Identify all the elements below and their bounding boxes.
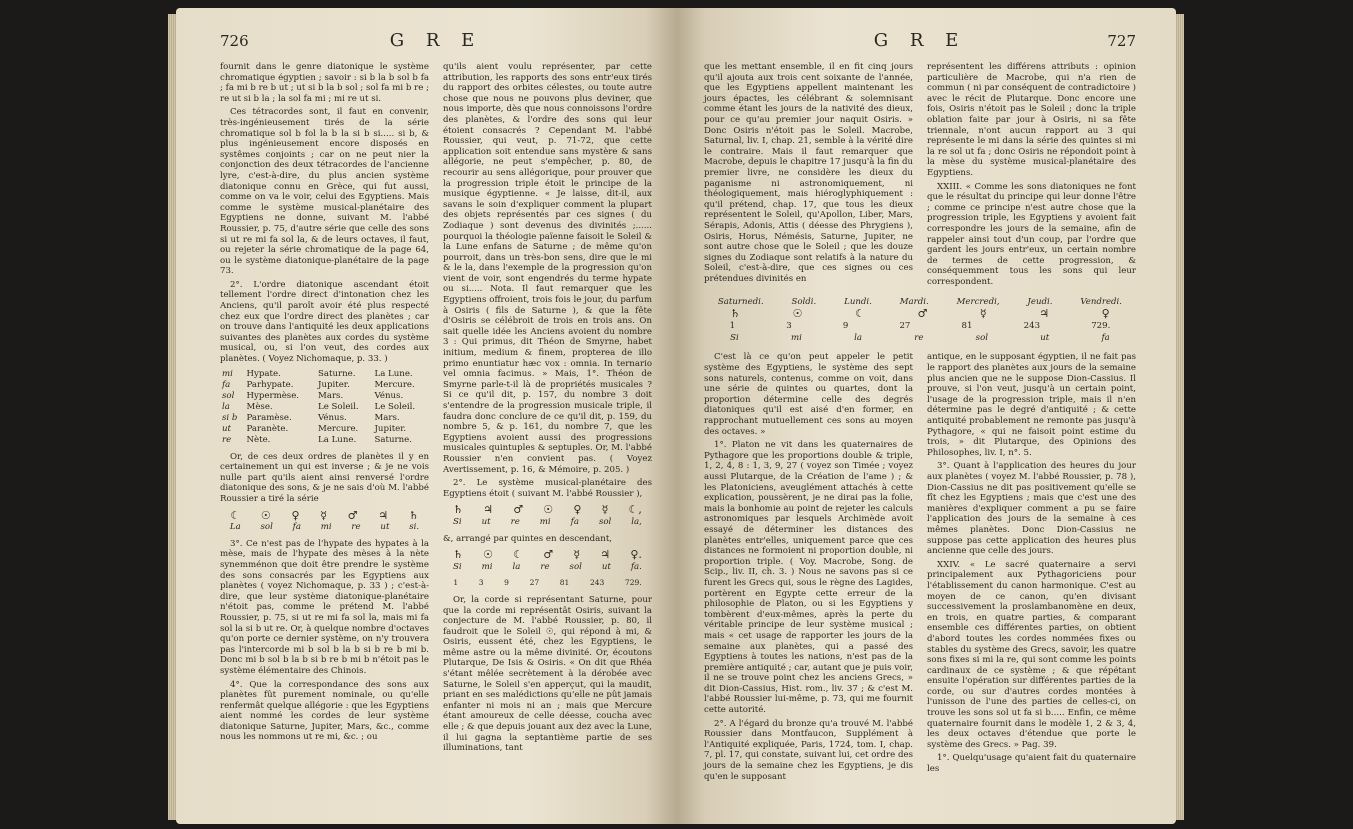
right-column-1-top [704,62,913,290]
note-label: re [510,516,520,527]
right-column-2-top [927,62,1136,290]
ratio-number: 1 [729,321,736,332]
planet-table-cell: Mercure. [374,379,415,390]
planet-symbol-row [220,508,429,522]
planet-table-row [220,413,429,424]
ratio-number: 81 [559,578,570,588]
open-book [176,8,1176,824]
planet-table [220,369,429,446]
note-label: ut [1040,333,1050,344]
planet-symbol: ♀. [630,548,642,562]
paragraph: XXIV. « Le sacré quaternaire a servi principalement aux Pythagoriciens pour l'établissement du canon harmonique. C'est au moyen de ce canon, qu'en divisant successivement la proslambanomène en deux, en trois, en quatre parties, & comparant ensemble ces différentes parties, on obtient d'abord toutes les cordes nommées fixes ou stables du système des Grecs, savoir, les quatre sons fixes si mi la re, qui sont comme les points cardinaux de ce système ; & que répétant ensuite l'opération sur différentes parties de la corde, ou sur d'autres cordes montées à l'unisson de l'une des parties de celles-ci, on trouve les sons sol ut fa si b..... Enfin, ce même quaternaire fournit dans le modèle 1, 2 & 3, 4, les deux octaves d'étendue que porte le système des Grecs. » Pag. 39. [927,559,1136,750]
planet-table-row [220,369,429,380]
paragraph: 1°. Platon ne vit dans les quaternaires de Pythagore que les proportions double & triple, 1, 2, 4, 8 : 1, 3, 9, 27 ( voyez son Timée ; voyez aussi Plutarque, de la Création de l'ame ) ; & les Platoniciens, aveuglément attachés à cette explication, poussèrent, je ne dirai pas la folie, mais la bonhomie au point de rejeter les calculs astronomiques par lesquels Archimède avoit essayé de déterminer les distances des planètes entr'elles, uniquement parce que ces distances ne formoient ni proportion double, ni proportion triple. ( Voy. Macrobe, Song. de Scip., liv. II, ch. 3. ) Nous ne savons pas si ce furent les Grecs qui, sous le règne des Lagides, portèrent en Egypte cette erreur de la philosophie de Platon, ou si les Egyptiens y tombèrent d'eux-mêmes, après la perte du véritable principe de leur système musical ; mais « cet usage de rapporter les jours de la semaine aux planètes, qui a passé des Egyptiens à toutes les nations, n'est pas de la première antiquité ; car, autant que je puis voir, il ne se trouve point chez les anciens Grecs, » dit Dion-Cassius, Hist. rom., liv. 37 ; & c'est M. l'abbé Roussier lui-même, p. 73, qui me fournit cette autorité. [704,440,913,716]
paragraph: 3°. Quant à l'application des heures du jour aux planètes ( voyez M. l'abbé Roussier, p. 78 ), Dion-Cassius ne dit pas positivement qu'elle se fît chez les Egyptiens ; mais que c'est une des manières d'expliquer comment a pu se faire l'application des jours de la semaine à ces mêmes planètes. Donc Dion-Cassius ne suppose pas cette application des heures plus ancienne que celle des jours. [927,461,1136,557]
ratio-number: 9 [842,321,849,332]
planet-symbol: ♃ [483,503,494,517]
weekday-name: Lundi. [844,297,872,308]
note-label: re [351,522,361,533]
planet-symbol: ☾ [855,307,865,321]
planet-symbol: ☉ [260,508,271,522]
note-label: sol [975,333,989,344]
planet-symbol: ♂ [917,307,928,321]
paragraph: 2°. L'ordre diatonique ascendant étoit tellement l'ordre direct d'intonation chez les Anciens, qu'il paroît avoir été plus respecté chez eux que l'ordre direct des planètes ; car on trouve dans l'antiquité les deux applications suivantes des planètes aux cordes du système musical, ou, si l'on veut, des cordes aux planètes. ( Voyez Nichomaque, p. 33. ) [220,279,429,365]
note-label-row [220,522,429,533]
note-label: Si [730,333,739,344]
note-label: ut [481,516,491,527]
right-column-2-bottom [927,352,1136,785]
planet-table-cell: Le Soleil. [318,401,359,412]
note-label: la, [631,516,642,527]
planet-table-cell: Nète. [246,434,271,445]
number-row [443,578,652,589]
weekday-name: Jeudi. [1027,297,1053,308]
planet-table-row [220,391,429,402]
left-column-2 [443,62,652,812]
note-label: re [914,333,924,344]
note-label-row [443,517,652,528]
planet-symbol: ☾, [628,503,642,517]
left-page [176,8,676,824]
planet-symbol: ♂ [347,508,358,522]
paragraph: Or, la corde si représentant Saturne, pour que la corde mi représentât Osiris, suivant la conjecture de M. l'abbé Roussier, p. 80, il faudroit que le Soleil ☉, qui répond à mi, & Osiris, eussent été, chez les Egyptiens, le même astre ou la même divinité. Or, écoutons Plutarque, De Isis & Osiris. « On dit que Rhéa s'étant mêlée secrètement à la dérobée avec Saturne, le Soleil s'en apperçut, qui la maudit, priant en ses malédictions qu'elle ne pût jamais enfanter ni mois ni an ; mais que Mercure étant amoureux de celle déesse, coucha avec elle ; & que depuis jouant aux dez avec la Lune, il lui gagna la septantième partie de ses illuminations, tant [443,594,652,754]
planet-table-cell: Parhypate. [246,379,294,390]
ratio-number: 81 [961,321,973,332]
note-label: ut [601,561,611,572]
ratio-number: 27 [899,321,911,332]
note-label: sol [569,561,582,572]
paragraph: 2°. A l'égard du bronze qu'a trouvé M. l'abbé Roussier dans Montfaucon, Supplément à l'Antiquité expliquée, Paris, 1724, tom. I, chap. 7, pl. 17, qui constate, suivant lui, cet ordre des jours de la semaine chez les Egyptiens, je dis qu'en le supposant [704,718,913,782]
weekday-name: Soldi. [791,297,817,308]
paragraph: représentent les différens attributs : opinion particulière de Macrobe, qui n'a rien de commun ( ni par conséquent de contradictoire ) avec le récit de Plutarque. Donc encore une fois, Osiris n'étoit pas le Soleil ; donc la triple oblation faite par jour à Osiris, ni sa fête triennale, n'ont aucun rapport au 3 qui représente le mi dans la série des quintes si mi la re sol ut fa ; donc Osiris ne répondoit point à la mèse du système musical-planétaire des Egyptiens. [927,62,1136,178]
ratio-number: 729. [1091,321,1111,332]
ratio-number: 243 [589,578,605,588]
planet-table-row [220,380,429,391]
note-label: mi [320,522,332,533]
right-running-head [704,30,1136,60]
planet-symbol: ♄ [408,508,419,522]
paragraph: C'est là ce qu'on peut appeler le petit système des Egyptiens, le système des sept sons naturels, contenus, comme on voit, dans une série de quintes ou quartes, dont la proportion détermine celle des degrés diatoniques qu'il est aisé d'en former, en rapprochant mutuellement ces sons au moyen des octaves. » [704,352,913,437]
week-table [704,296,1136,344]
planet-table-row [220,402,429,413]
note-label: mi [539,516,551,527]
planet-table-cell: Mercure. [318,423,359,434]
planet-table-cell: Mèse. [246,401,273,412]
planet-symbol-row [443,505,652,516]
right-page [676,8,1176,824]
note-label: mi [481,561,493,572]
paragraph: &, arrangé par quintes en descendant, [443,533,613,544]
planet-table-cell: Le Soleil. [374,401,416,412]
planet-symbol: ☾ [230,508,241,522]
paragraph: 4°. Que la correspondance des sons aux planètes fût purement nominale, ou qu'elle renfermât quelque allégorie : que les Egyptiens aient nommé les cordes de leur système diatonique Saturne, Jupiter, Mars, &c., comme nous les nommons ut re mi, &c. ; ou [220,679,429,743]
left-column-1 [220,62,429,812]
planet-table-cell: fa [222,379,231,390]
right-page-number: 727 [1107,32,1136,50]
planet-symbol: ♀ [573,503,582,517]
planet-table-cell: sol [222,390,235,401]
planet-table-cell: Vénus. [374,390,404,401]
planet-table-cell: Hypate. [246,368,281,379]
planet-symbol: ♄ [730,307,741,321]
paragraph: fournit dans le genre diatonique le système chromatique égyptien ; savoir : si b la b sol b fa ; fa mi b re b ut ; ut si b la b sol ; sol fa mi b re ; re ut si b la ; la sol fa mi ; mi re ut si. [220,62,429,104]
planet-table-cell: re [222,434,232,445]
planet-symbol: ☾ [513,548,524,562]
planet-table-cell: si b [222,412,238,423]
note-label: fa [292,522,301,533]
planet-table-cell: Saturne. [374,434,412,445]
planet-symbol: ☿ [979,307,987,321]
note-label: si. [409,522,420,533]
planet-table-cell: Jupiter. [374,423,407,434]
weekday-name: Mercredi, [956,297,1000,308]
planet-symbol: ♀ [1101,307,1110,321]
ratio-number: 9 [504,578,509,588]
note-label: La [229,522,241,533]
note-label: Si [452,516,462,527]
planet-symbol: ☿ [573,548,581,562]
note-label: sol [260,522,273,533]
ratio-number: 27 [529,578,540,588]
paragraph: que les mettant ensemble, il en fit cinq jours qu'il ajouta aux trois cent soixante de l'année, que les Egyptiens appellent maintenant les jours épactes, les célébrant & solemnisant comme étant les jours de la nativité des dieux, pour ce qu'au premier jour naquit Osiris. » Donc Osiris n'étoit pas le Soleil. Macrobe, Saturnal, liv. I, chap. 21, semble à la vérité dire le contraire. Mais il faut remarquer que Macrobe, depuis le chapitre 17 jusqu'à la fin du premier livre, ne considère les dieux du paganisme ni astronomiquement, ni théologiquement, mais hiéroglyphiquement : qu'il prétend, chap. 17, que tous les dieux représentent le Soleil, qu'Apollon, Liber, Mars, Sérapis, Adonis, Attis ( déesse des Phrygiens ), Osiris, Horus, Némésis, Saturne, Jupiter, ne sont autre chose que le Soleil ; que les douze signes du Zodiaque sont relatifs à la nature du Soleil, c'est-à-dire, que ces signes ou ces prétendues divinités en [704,62,913,284]
paragraph: Or, de ces deux ordres de planètes il y en certainement un qui est inverse ; & je ne vois nulle part qu'ils aient ainsi renversé l'ordre diatonique des sons, & je ne sais d'où M. l'abbé Roussier a tiré la série [220,451,429,504]
note-label: sol [598,516,612,527]
weekday-name: Vendredi. [1080,297,1123,308]
planet-symbol: ☉ [483,548,494,562]
paragraph: Ces tétracordes sont, il faut en convenir, très-ingénieusement tirés de la série chromatique sol b fol la b la si b si..... si b, & plus ingénieusement encore disposés en systêmes conjoints ; car on ne peut nier la conjonction des deux tétracordes de l'ancienne lyre, c'est-à-dire, du plus ancien système diatonique connu en Grèce, qui fut aussi, comme on va le voir, celui des Egyptiens. Mais comme le système musical-planétaire des Egyptiens ne donne, suivant M. l'abbé Roussier, p. 75, d'autre série que celle des sons si ut re mi fa sol la, & de leurs octaves, il faut, ou rejeter la série chromatique de la page 64, ou le système diatonique-planétaire de la page 73. [220,107,429,277]
note-label-row [704,332,1136,344]
planet-table-cell: la [222,401,230,412]
planet-table-row [220,424,429,435]
planet-symbol: ♂ [543,548,554,562]
note-label-row [443,562,652,573]
note-label: fa [570,516,579,527]
planet-symbol: ♀ [291,508,300,522]
ratio-number: 243 [1023,321,1041,332]
left-running-head [220,30,652,60]
planet-symbol: ♃ [600,548,611,562]
ratio-number: 3 [478,578,484,588]
planet-table-cell: Mars. [374,412,400,423]
planet-symbol: ♄ [453,503,463,517]
note-label: fa. [630,561,642,572]
note-label: re [540,561,550,572]
planet-symbol-row [443,550,652,561]
left-page-number: 726 [220,32,249,50]
paragraph: 2°. Le système musical-planétaire des Egyptiens étoit ( suivant M. l'abbé Roussier ), [443,478,652,499]
number-row [704,320,1136,332]
note-label: mi [790,333,802,344]
planet-symbol: ♃ [1039,307,1050,321]
planet-symbol-row [704,308,1136,320]
left-running-title: G R E [389,30,483,51]
note-label: fa [1101,333,1110,344]
planet-symbol: ♄ [453,548,463,562]
planet-symbol: ♂ [513,503,524,517]
planet-table-row [220,435,429,446]
ratio-number: 1 [453,578,459,588]
note-label: la [512,561,521,572]
planet-table-cell: Hypermèse. [246,390,300,401]
planet-symbol: ♃ [378,508,389,522]
ratio-number: 729. [624,578,642,588]
planet-table-cell: Mars. [318,390,344,401]
planet-table-cell: Jupiter. [318,379,350,390]
right-column-1-bottom [704,352,913,785]
paragraph: antique, en le supposant égyptien, il ne fait pas le rapport des planètes aux jours de la semaine plus ancien que ne le suppose Dion-Cassius. Il prouve, si l'on veut, jusqu'à un certain point, l'usage de la progression triple, mais il n'en détermine pas le degré d'antiquité ; & cette antiquité probablement ne remonte pas jusqu'à Pythagore, « qui ne faisoit point estime du trois, » dit Plutarque, des Opinions des Philosophes, liv. I, n°. 5. [927,352,1136,458]
note-label: la [854,333,862,344]
paragraph: 3°. Ce n'est pas de l'hypate des hypates à la mèse, mais de l'hypate des mèses à la nète synemménon que doit être prendre le système des sons consacrés par les Egyptiens aux planètes ( voyez Nichomaque, p. 33 ) ; c'est-à-dire, que leur système diatonique-planétaire n'étoit pas, comme le prétend M. l'abbé Roussier, p. 75, si ut re mi fa sol la, mais mi fa sol la si b ut re. Or, à quelque nombre d'octaves qu'on porte ce dernier système, on n'y trouvera pas l'intercorde mi b sol b la b si b re b mi b. Donc mi b sol b la b si b re b mi b n'étoit pas le système élémentaire des Chinois. [220,538,429,676]
planet-symbol: ☿ [320,508,327,522]
planet-table-cell: La Lune. [374,368,413,379]
planet-symbol: ☉ [543,503,554,517]
note-label: ut [380,522,390,533]
planet-table-cell: Saturne. [318,368,356,379]
planet-symbol: ☿ [601,503,609,517]
planet-table-cell: Paramèse. [246,412,292,423]
planet-table-cell: mi [222,368,233,379]
planet-table-cell: ut [222,423,231,434]
paragraph: qu'ils aient voulu représenter, par cette attribution, les rapports des sons entr'eux tirés du rapport des orbites célestes, ou toute autre chose que nous ne pouvons plus deviner, que nous importe, dès que nous connoissons l'ordre des planètes, & l'ordre des sons qui leur étoient consacrés ? Cependant M. l'abbé Roussier, qui veut, p. 71-72, que cette application soit entendue sans mystère & sans allégorie, ne peut s'empêcher, p. 80, de recourir au sens allégorique, pour prouver que la progression triple étoit le principe de la musique égyptienne. « Je laisse, dit-il, aux savans le soin d'expliquer comment la plupart des objets représentés par ces signes ( du Zodiaque ) sont devenus des divinités ;...... pourquoi la théologie païenne faisoit le Soleil & la Lune enfans de Saturne ; de même qu'on pourroit, dans un très-bon sens, dire que le mi & le la, dans l'exemple de la progression qu'on vient de voir, sont engendrés du terme hypate ou si..... Nota. Il faut remarquer que les Egyptiens offroient, trois fois le jour, du parfum à Osiris ( fils de Saturne ), & que la fête d'Osiris se célébroit de trois en trois ans. On sait quelle idée les Anciens avoient du nombre 3 : Qui primus, dit Théon de Smyrne, habet initium, medium & finem, propterea de illo primo enuntiatur hæc vox : omnia. In ternario vel omnia facimus. » Mais, 1°. Théon de Smyrne parle-t-il là de propriétés musicales ? Si ce qu'il dit, p. 157, du nombre 3 doit s'entendre de la progression musicale triple, il faudra donc conclure de ce qu'il dit, p. 159, du nombre 5, & p. 161, du nombre 7, que les Egyptiens avoient aussi des progressions musicales quintuples & septuples. Or, M. l'abbé Roussier n'en convient pas. ( Voyez Avertissement, p. 16, & Mémoire, p. 205. ) [443,62,652,475]
right-running-title: G R E [873,30,967,51]
planet-table-cell: Paranète. [246,423,289,434]
ratio-number: 3 [786,321,792,332]
planet-table-cell: Vénus. [318,412,347,423]
planet-symbol: ☉ [792,307,803,321]
planet-table-cell: La Lune. [318,434,357,445]
paragraph: 1°. Quelqu'usage qu'aient fait du quaternaire les [927,753,1136,775]
weekday-name: Mardi. [899,297,929,308]
note-label: Si [452,561,462,572]
paragraph: XXIII. « Comme les sons diatoniques ne font que le résultat du principe qui leur donne l'être ; comme ce principe n'est autre chose que la progression triple, les Egyptiens y avoient fait correspondre les jours de la semaine, afin de rappeler ainsi tout d'un coup, par l'ordre que gardent les jours entr'eux, un certain nombre de termes de cette progression, & conséquemment tous les sons qui leur correspondent. [927,181,1136,287]
weekday-name: Saturnedi. [717,297,764,308]
